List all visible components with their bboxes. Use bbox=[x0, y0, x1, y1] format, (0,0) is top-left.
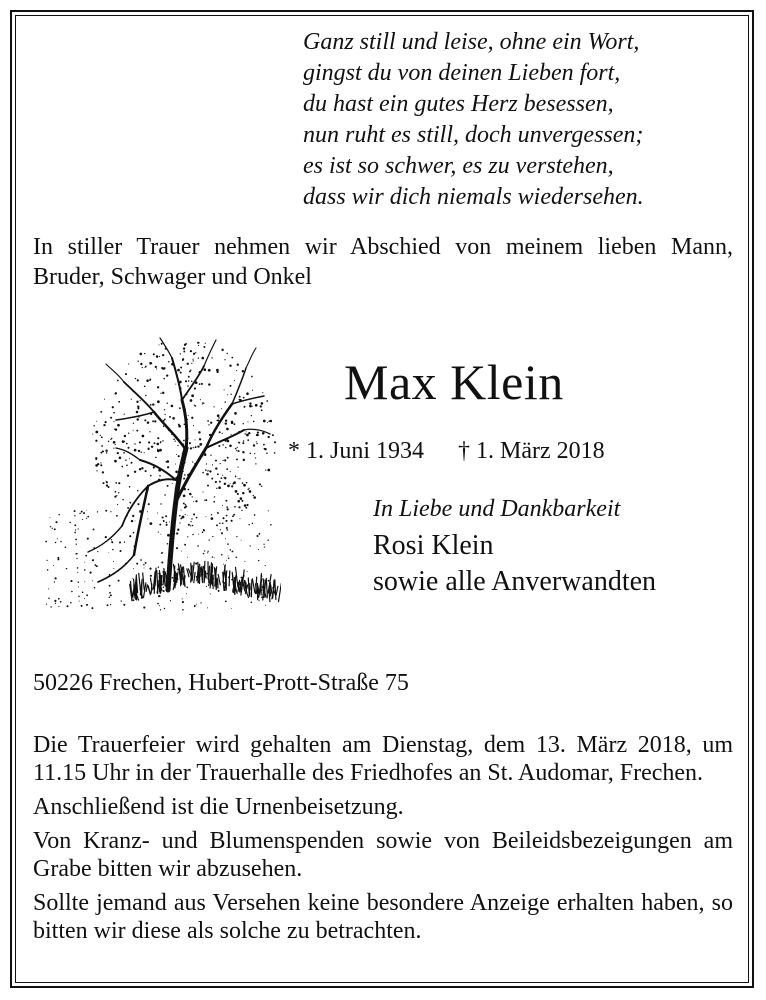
signature-intro: In Liebe und Dankbarkeit bbox=[373, 496, 621, 522]
poem-line: es ist so schwer, es zu verstehen, bbox=[303, 153, 614, 179]
signature-name: Rosi Klein bbox=[373, 530, 494, 561]
intro-text: In stiller Trauer nehmen wir Abschied von meinem lieben Mann, Bruder, Schwager und Onkel bbox=[33, 234, 733, 290]
poem bbox=[303, 27, 723, 213]
birth-date: * 1. Juni 1934 bbox=[288, 438, 425, 464]
ceremony-text: Die Trauerfeier wird gehalten am Dienstag, dem 13. März 2018, um 11.15 Uhr in der Trauerhalle des Friedhofes an St. Audomar, Frechen. bbox=[33, 732, 733, 786]
flowers-text: Von Kranz- und Blumenspenden sowie von Beileidsbezeigungen am Grabe bitten wir abzusehen. bbox=[33, 828, 733, 882]
signature-block bbox=[373, 494, 656, 600]
signature-family: sowie alle Anverwandten bbox=[373, 566, 657, 597]
life-dates bbox=[288, 436, 605, 466]
poem-line: gingst du von deinen Lieben fort, bbox=[303, 60, 621, 86]
funeral-details bbox=[33, 731, 733, 951]
burial-text: Anschließend ist die Urnenbeisetzung. bbox=[33, 794, 404, 820]
death-date: † 1. März 2018 bbox=[458, 438, 605, 464]
poem-line: du hast ein gutes Herz besessen, bbox=[303, 91, 614, 117]
notice-text: Sollte jemand aus Versehen keine besondere Anzeige erhalten haben, so bitten wir diese als solche zu betrachten. bbox=[33, 890, 733, 944]
address: 50226 Frechen, Hubert-Prott-Straße 75 bbox=[33, 670, 409, 696]
poem-line: nun ruht es still, doch unvergessen; bbox=[303, 122, 644, 148]
tree-illustration bbox=[36, 330, 281, 620]
poem-line: dass wir dich niemals wiedersehen. bbox=[303, 184, 644, 210]
deceased-name: Max Klein bbox=[344, 354, 564, 410]
poem-line: Ganz still und leise, ohne ein Wort, bbox=[303, 29, 640, 55]
